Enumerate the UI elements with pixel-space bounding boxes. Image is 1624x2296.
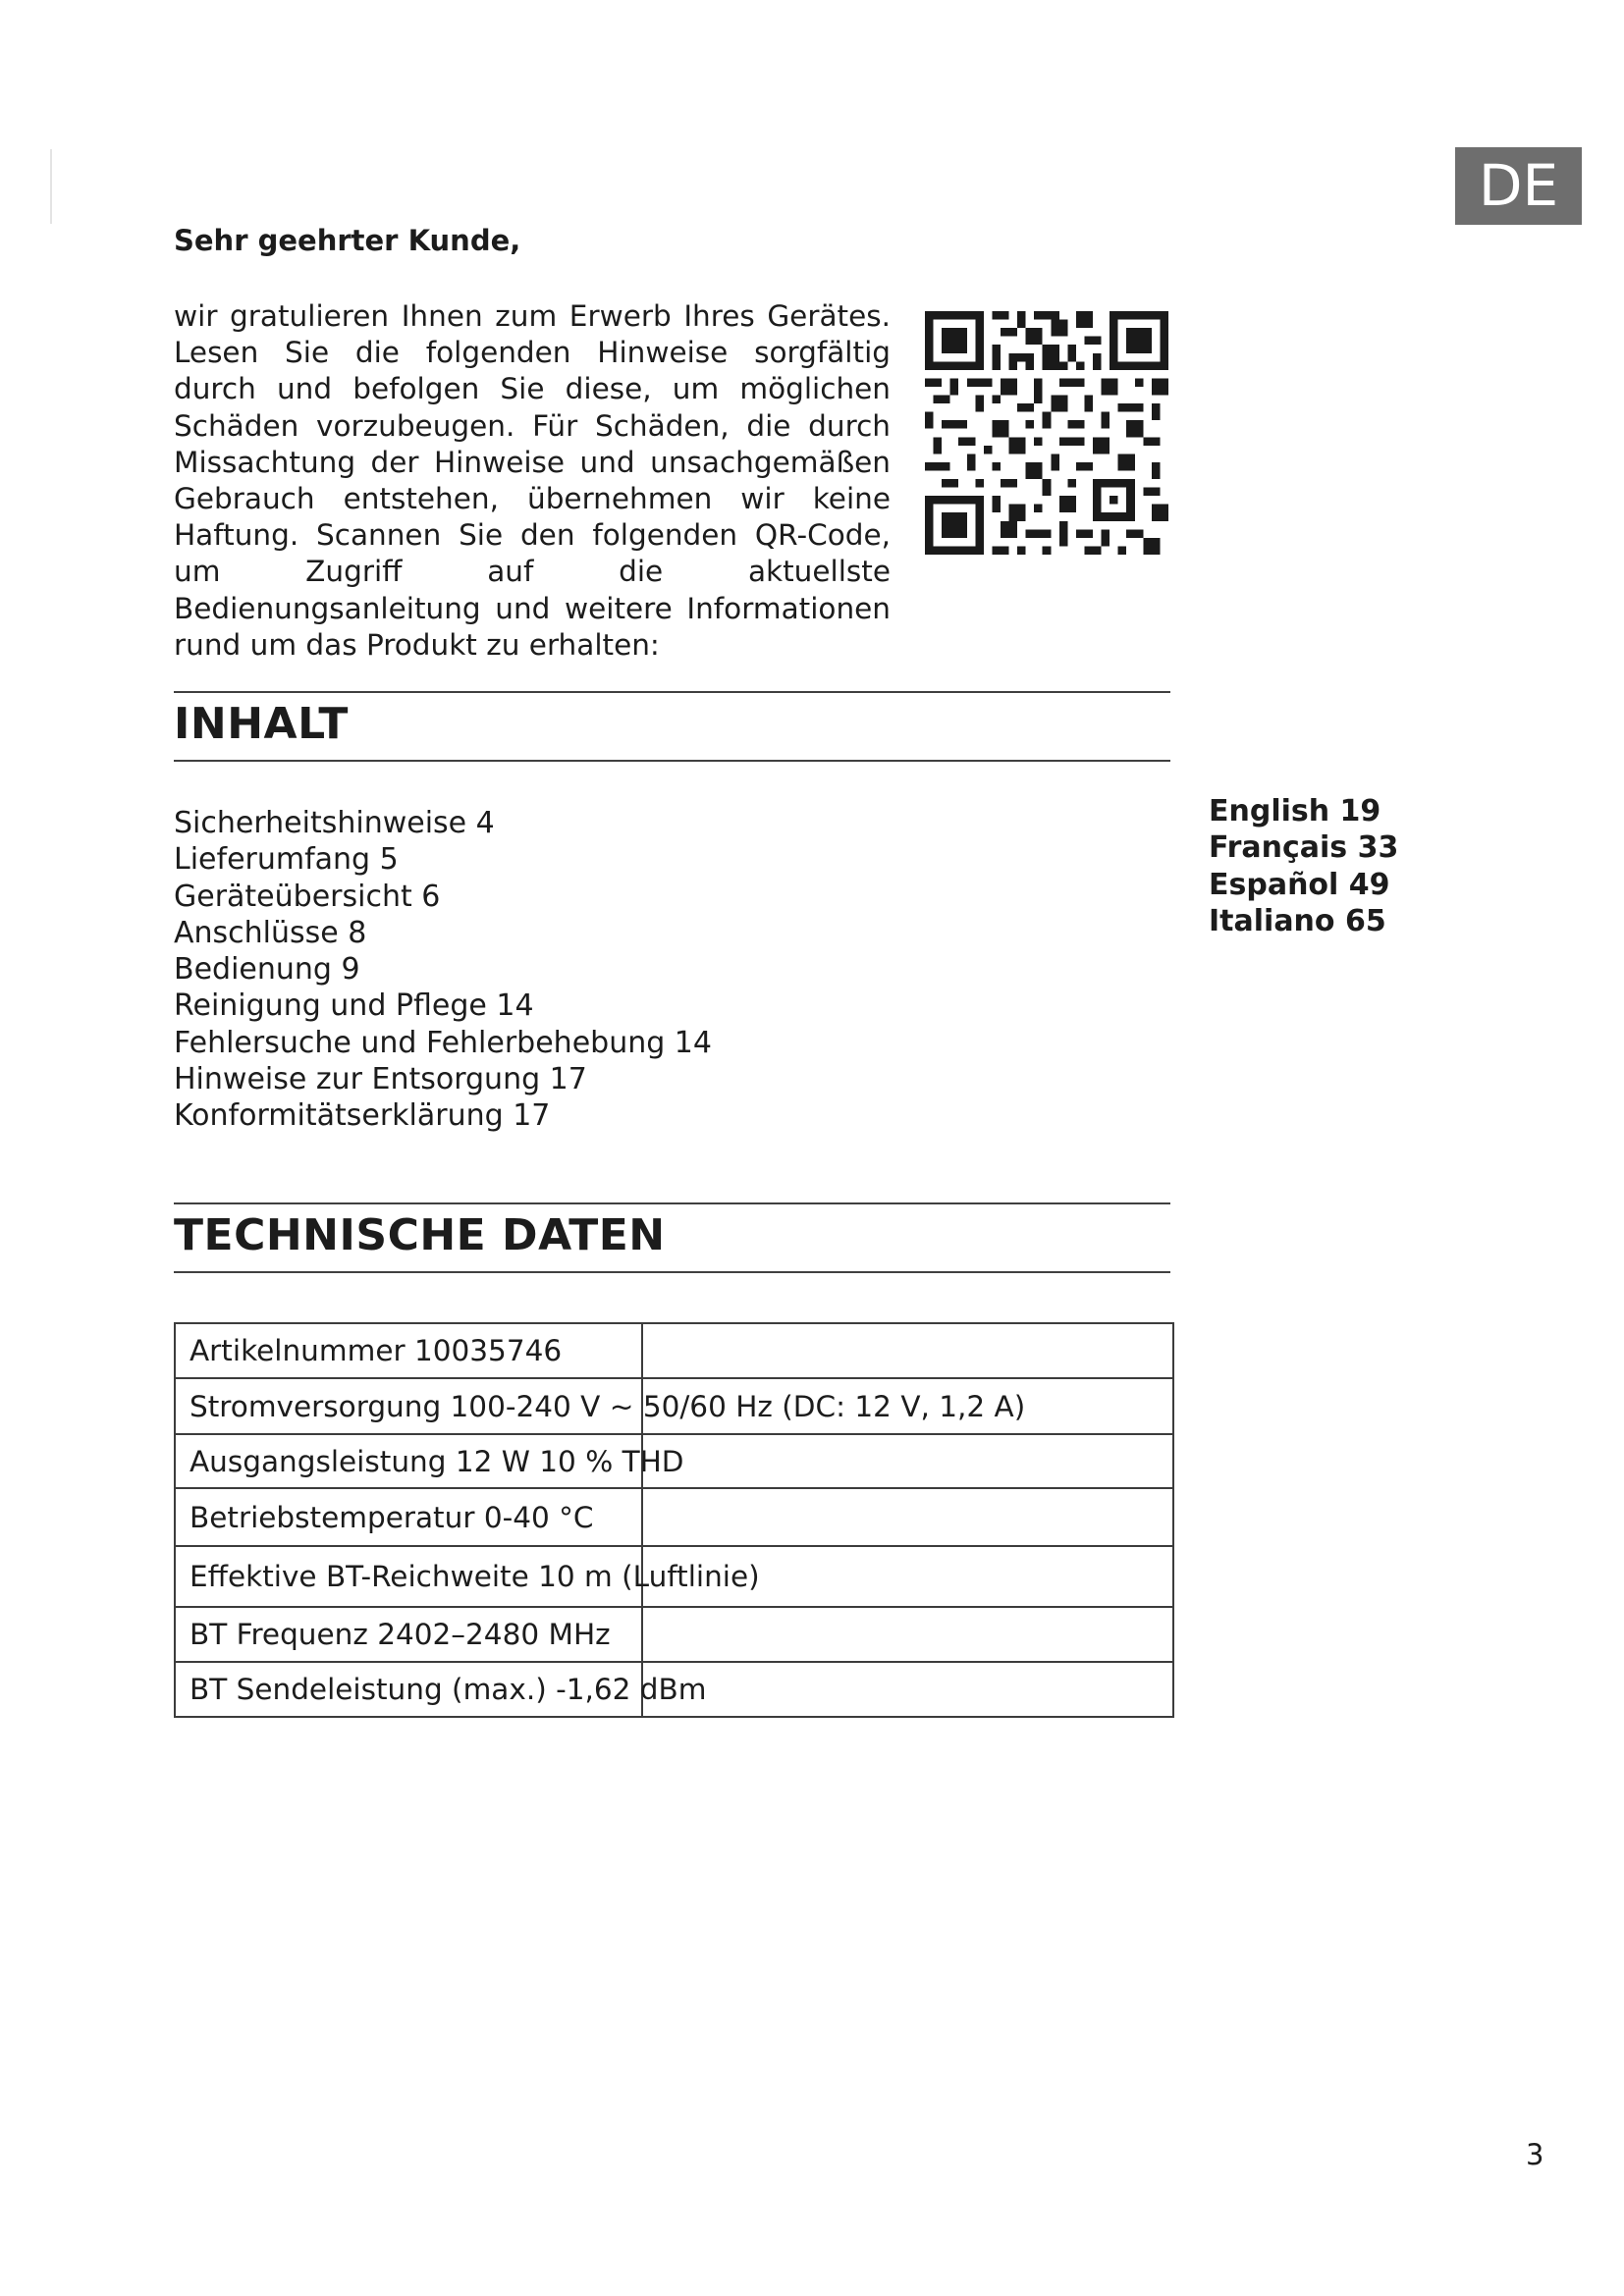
table-row <box>175 1546 1173 1607</box>
section-rule-top <box>174 1202 1170 1204</box>
language-item: Italiano 65 <box>1209 903 1386 938</box>
greeting: Sehr geehrter Kunde, <box>174 224 521 257</box>
toc-item: Lieferumfang 5 <box>174 842 399 878</box>
spec-cell-empty <box>642 1607 1173 1662</box>
toc-item: Bedienung 9 <box>174 952 360 988</box>
table-of-contents <box>174 805 712 1135</box>
table-row <box>175 1662 1173 1717</box>
language-item: Français 33 <box>1209 830 1399 866</box>
toc-item: Anschlüsse 8 <box>174 915 367 950</box>
qr-code-icon <box>925 311 1168 555</box>
page-number: 3 <box>1526 2138 1544 2171</box>
spec-cell-empty <box>642 1662 1173 1717</box>
margin-rule <box>50 149 52 224</box>
toc-item: Geräteübersicht 6 <box>174 879 441 914</box>
spec-cell: Effektive BT-Reichweite 10 m (Luftlinie) <box>175 1546 642 1607</box>
intro-text <box>174 298 891 664</box>
toc-item: Sicherheitshinweise 4 <box>174 806 495 840</box>
spec-cell-empty <box>642 1323 1173 1378</box>
toc-item: Fehlersuche und Fehlerbehebung 14 <box>174 1025 712 1060</box>
section-rule-top <box>174 691 1170 693</box>
language-item: Español 49 <box>1209 867 1390 902</box>
section-rule-bottom <box>174 760 1170 762</box>
toc-item: Hinweise zur Entsorgung 17 <box>174 1062 587 1097</box>
toc-item: Konformitätserklärung 17 <box>174 1098 551 1134</box>
section-rule-bottom <box>174 1271 1170 1273</box>
table-row <box>175 1434 1173 1488</box>
spec-cell: Artikelnummer 10035746 <box>175 1323 642 1378</box>
spec-cell: Betriebstemperatur 0-40 °C <box>175 1488 642 1546</box>
table-row <box>175 1607 1173 1662</box>
spec-table <box>174 1322 1174 1718</box>
intro-paragraph: wir gratulieren Ihnen zum Erwerb Ihres Gerätes. Lesen Sie die folgenden Hinweise sorgfältig durch und befolgen Sie diese, um möglichen Schäden vorzubeugen. Für Schäden, die durch Missachtung der Hinweise und unsachgemäßen Gebrauch entstehen, übernehmen wir keine Haftung. Scannen Sie den folgenden QR-Code, um Zugriff auf die aktuellste Bedienungsanleitung und weitere Informationen rund um das Produkt zu erhalten: <box>174 299 891 662</box>
spec-cell: Ausgangsleistung 12 W 10 % THD <box>175 1434 642 1488</box>
specs-title: TECHNISCHE DATEN <box>174 1210 666 1260</box>
table-row <box>175 1323 1173 1378</box>
language-tab: DE <box>1455 147 1582 225</box>
spec-cell: BT Sendeleistung (max.) -1,62 dBm <box>175 1662 642 1717</box>
language-index <box>1209 793 1398 939</box>
language-item: English 19 <box>1209 794 1381 828</box>
table-row <box>175 1378 1173 1434</box>
spec-cell: BT Frequenz 2402–2480 MHz <box>175 1607 642 1662</box>
toc-title: INHALT <box>174 699 349 749</box>
spec-cell-empty <box>642 1434 1173 1488</box>
spec-cell-empty <box>642 1488 1173 1546</box>
spec-cell: Stromversorgung 100-240 V ~ 50/60 Hz (DC: 12 V, 1,2 A) <box>175 1378 642 1434</box>
toc-item: Reinigung und Pflege 14 <box>174 988 534 1024</box>
table-row <box>175 1488 1173 1546</box>
